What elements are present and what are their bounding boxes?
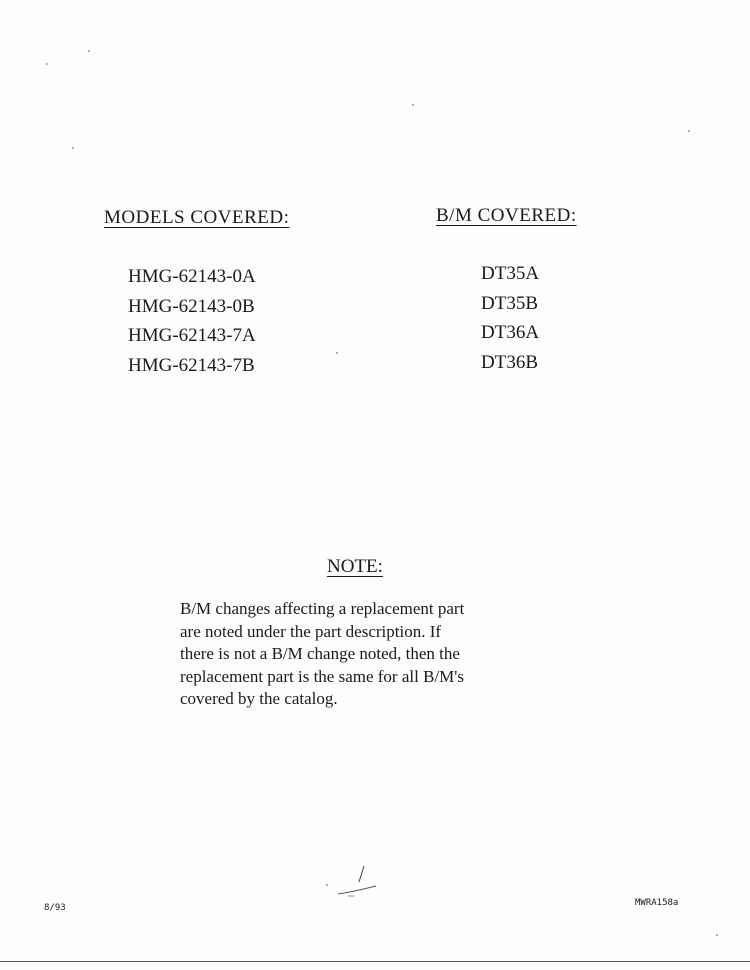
model-item: HMG-62143-0A (128, 266, 256, 287)
note-line: replacement part is the same for all B/M's (180, 666, 464, 686)
pen-mark-icon (318, 862, 388, 902)
scan-speck (716, 934, 718, 936)
footer-date: 8/93 (44, 903, 66, 913)
model-item: HMG-62143-7A (128, 325, 256, 346)
scan-speck (72, 147, 74, 149)
footer-code: MWRA158a (635, 898, 679, 908)
scan-speck (46, 63, 48, 65)
note-heading: NOTE: (327, 556, 383, 577)
models-covered-heading: MODELS COVERED: (104, 207, 290, 228)
model-item: HMG-62143-7B (128, 354, 255, 376)
note-body (180, 598, 464, 711)
bm-item: DT36A (481, 322, 540, 343)
scan-speck (336, 352, 338, 354)
models-list (128, 262, 256, 380)
bottom-rule (0, 961, 750, 962)
bm-covered-heading: B/M COVERED: (436, 205, 577, 226)
scan-speck (88, 50, 90, 52)
bm-item: DT36B (481, 351, 538, 373)
model-item: HMG-62143-0B (128, 295, 255, 317)
scan-speck (412, 104, 414, 106)
bm-list (481, 259, 539, 377)
scan-speck (688, 130, 690, 132)
note-line: are noted under the part description. If (180, 621, 442, 641)
note-line: covered by the catalog. (180, 689, 338, 708)
bm-item: DT35A (481, 263, 540, 284)
bm-item: DT35B (481, 292, 538, 314)
note-line: B/M changes affecting a replacement part (180, 599, 465, 618)
note-line: there is not a B/M change noted, then the (180, 644, 460, 663)
